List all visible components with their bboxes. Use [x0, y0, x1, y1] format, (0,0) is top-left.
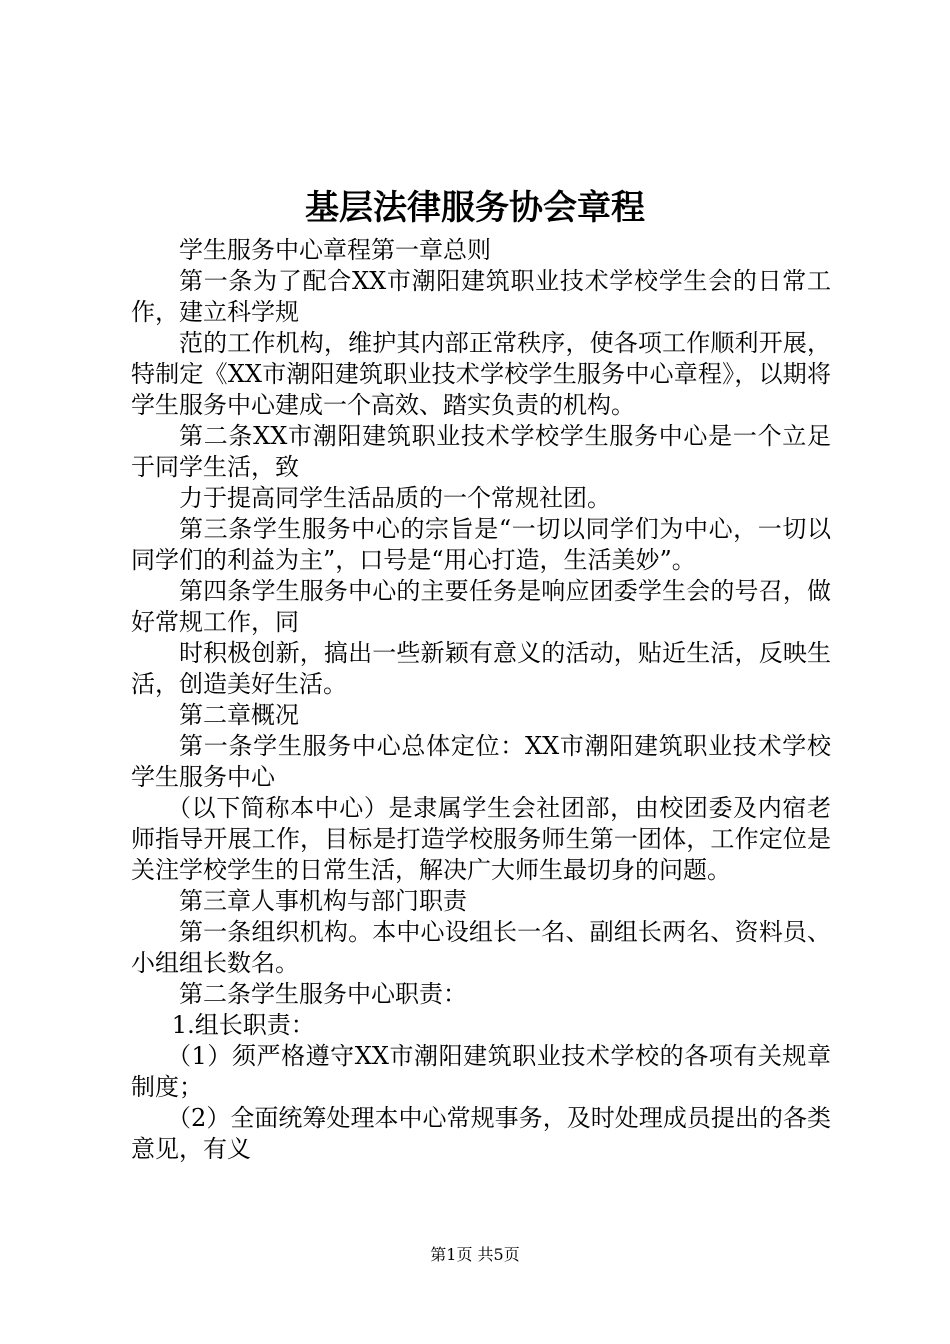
section-heading: 第三章人事机构与部门职责 [179, 887, 467, 915]
list-item: （2）全面统筹处理本中心常规事务，及时处理成员提出的各类意见，有义 [131, 1104, 831, 1163]
paragraph: 第一条组织机构。本中心设组长一名、副组长两名、资料员、小组组长数名。 [131, 918, 831, 977]
paragraph: （以下简称本中心）是隶属学生会社团部，由校团委及内宿老师指导开展工作，目标是打造学校服务师生第一团体，工作定位是关注学校学生的日常生活，解决广大师生最切身的问题。 [131, 794, 831, 884]
paragraph: 第二条学生服务中心职责： [179, 980, 467, 1008]
list-item: （1）须严格遵守XX市潮阳建筑职业技术学校的各项有关规章制度； [131, 1042, 831, 1101]
document-title: 基层法律服务协会章程 [305, 188, 645, 228]
page-footer: 第1页 共5页 [430, 1245, 520, 1264]
paragraph: 第一条学生服务中心总体定位：XX市潮阳建筑职业技术学校学生服务中心 [131, 732, 831, 791]
paragraph: 第一条为了配合XX市潮阳建筑职业技术学校学生会的日常工作，建立科学规 [131, 267, 831, 326]
paragraph: 第二条XX市潮阳建筑职业技术学校学生服务中心是一个立足于同学生活，致 [131, 422, 831, 481]
list-heading: 1.组长职责： [171, 1011, 315, 1039]
paragraph: 第四条学生服务中心的主要任务是响应团委学生会的号召，做好常规工作，同 [131, 577, 831, 636]
paragraph: 力于提高同学生活品质的一个常规社团。 [179, 484, 611, 512]
paragraph: 第三条学生服务中心的宗旨是“一切以同学们为中心，一切以同学们的利益为主”，口号是“用心打造，生活美妙”。 [131, 515, 831, 574]
paragraph: 学生服务中心章程第一章总则 [179, 236, 491, 264]
document-body [131, 235, 831, 1165]
section-heading: 第二章概况 [179, 701, 299, 729]
paragraph: 时积极创新，搞出一些新颖有意义的活动，贴近生活，反映生活，创造美好生活。 [131, 639, 831, 698]
paragraph: 范的工作机构，维护其内部正常秩序，使各项工作顺利开展，特制定《XX市潮阳建筑职业技术学校学生服务中心章程》，以期将学生服务中心建成一个高效、踏实负责的机构。 [131, 329, 831, 419]
